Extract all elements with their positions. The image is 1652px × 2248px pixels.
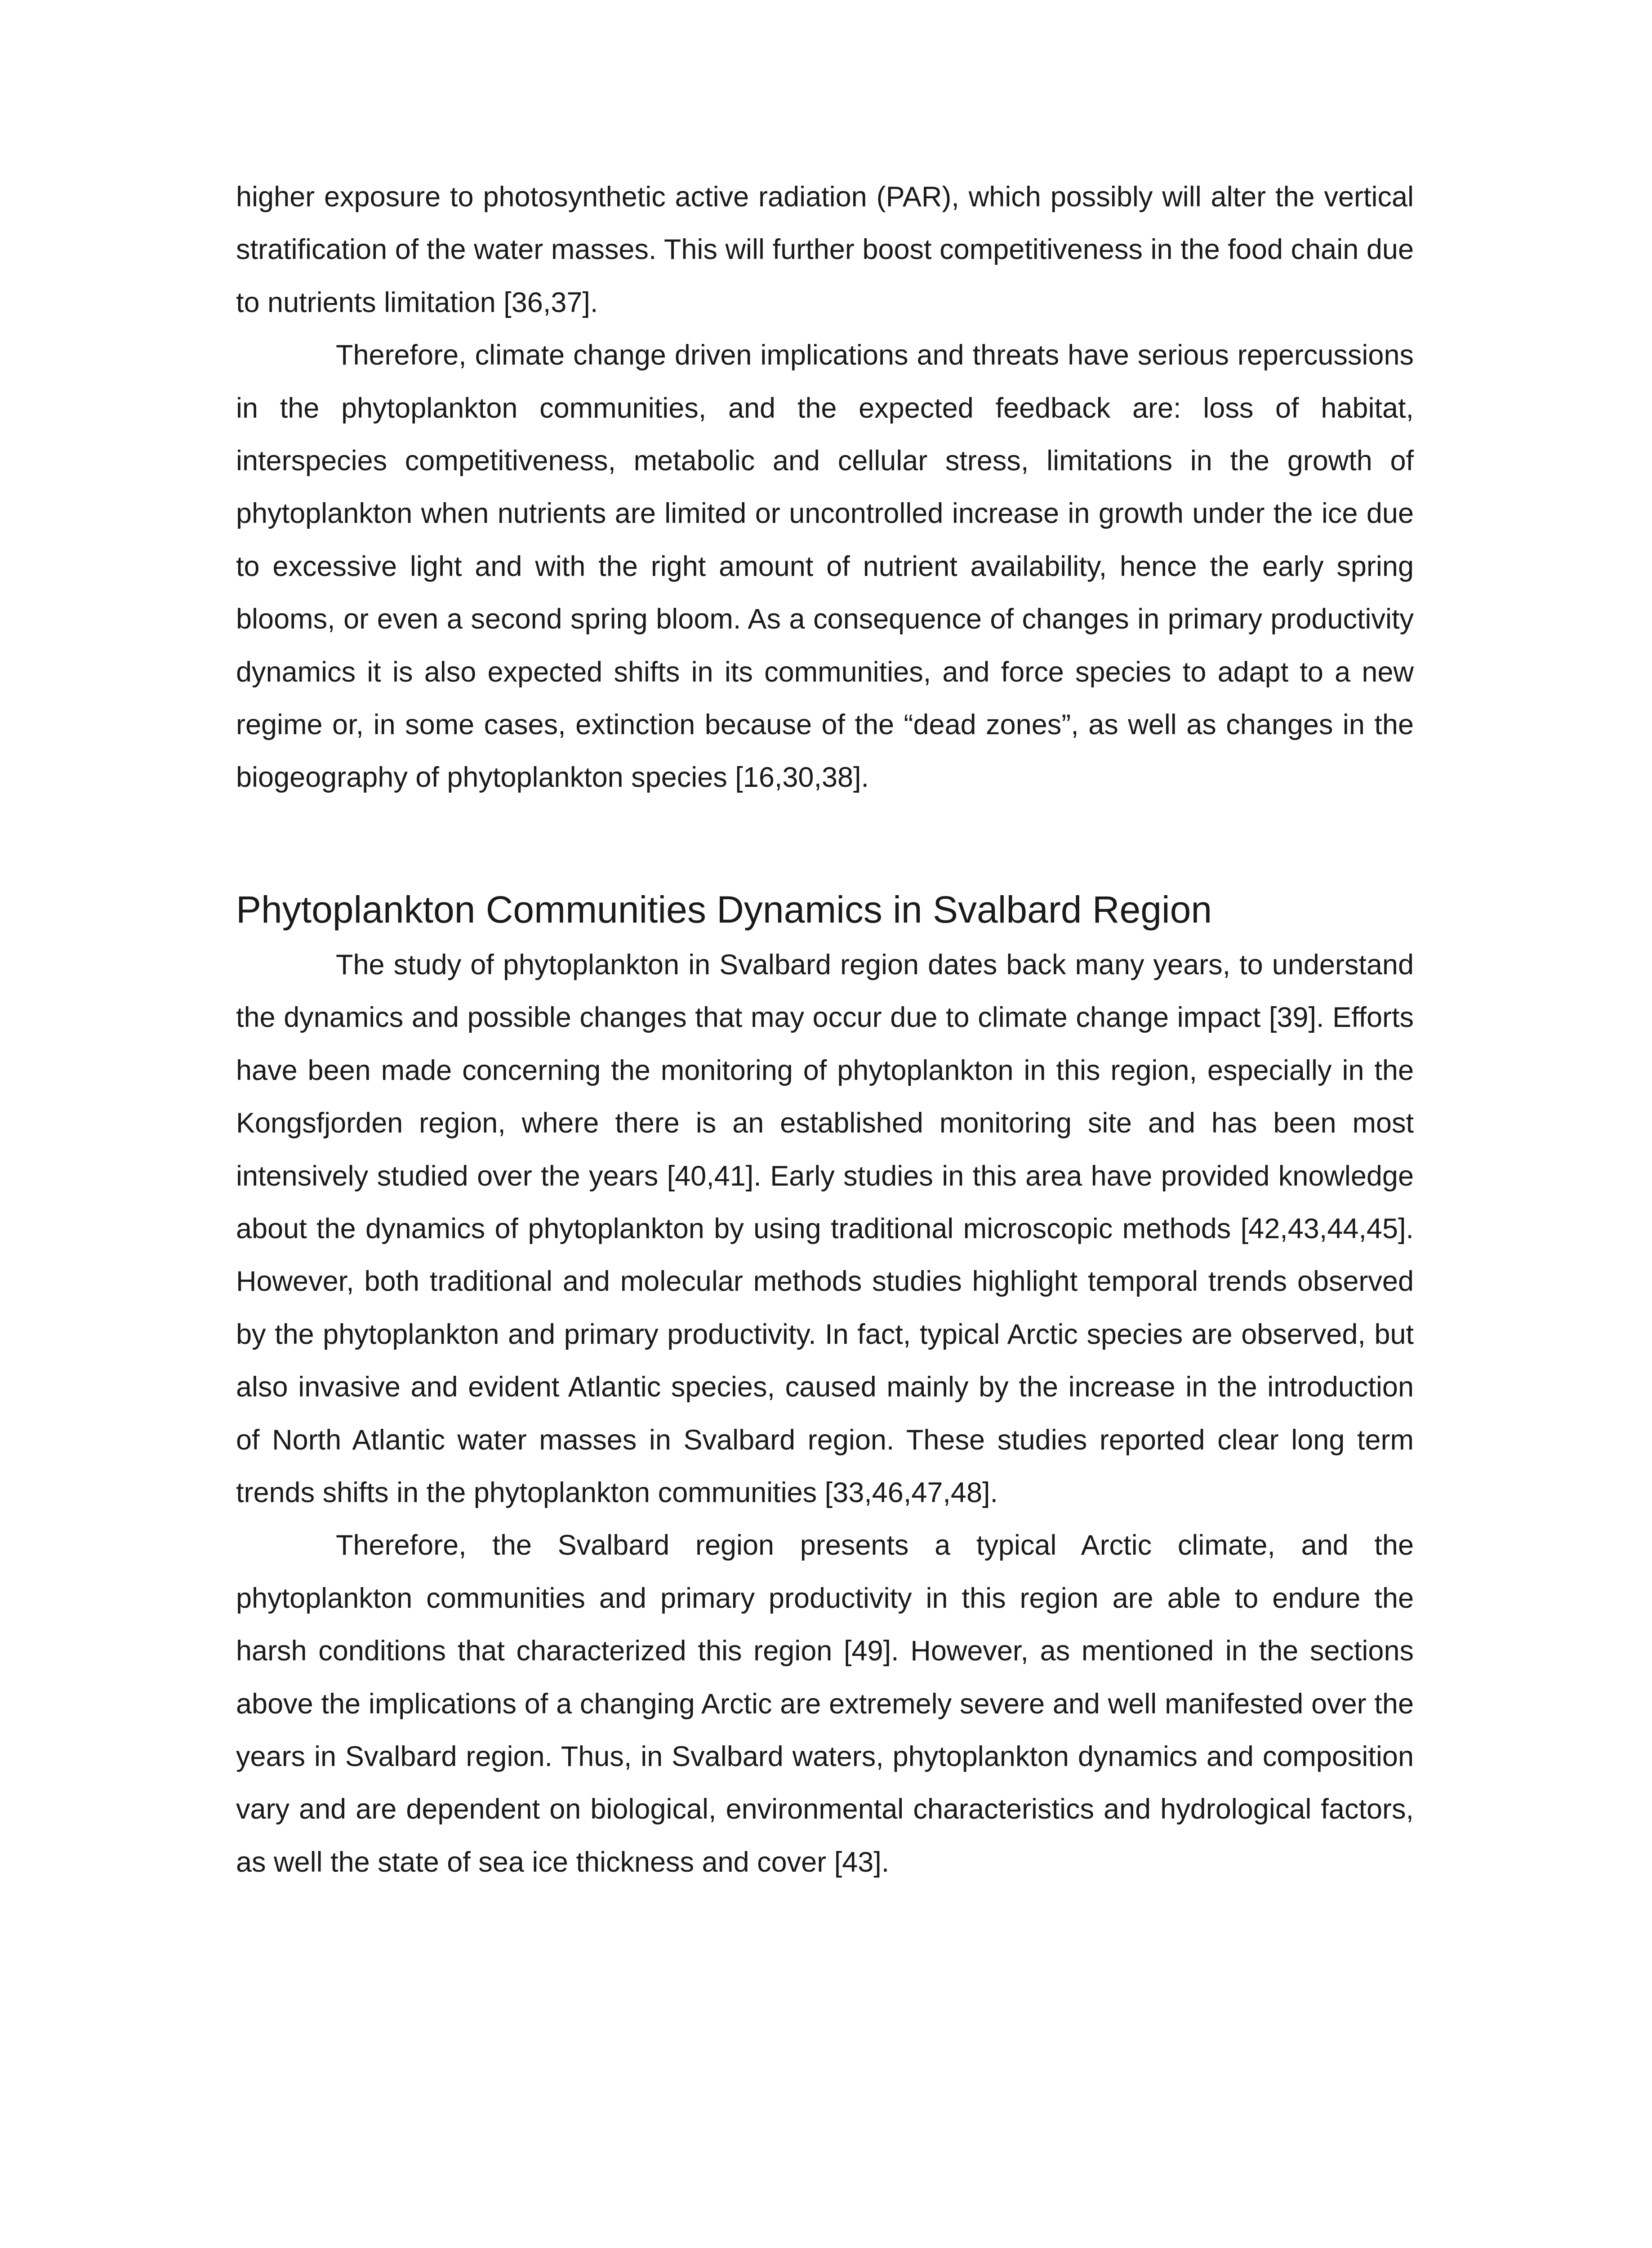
page-body — [236, 171, 1414, 1889]
paragraph-climate-implications: Therefore, climate change driven implications and threats have serious repercussions in the phytoplankton communities, and the expected feedback are: loss of habitat, interspecies competitiveness, metabolic and cellular stress, limitations in the growth of phytoplankton when nutrients are limited or uncontrolled increase in growth under the ice due to excessive light and with the right amount of nutrient availability, hence the early spring blooms, or even a second spring bloom. As a consequence of changes in primary productivity dynamics it is also expected shifts in its communities, and force species to adapt to a new regime or, in some cases, extinction because of the “dead zones”, as well as changes in the biogeography of phytoplankton species [16,30,38]. — [236, 339, 1414, 794]
section-heading: Phytoplankton Communities Dynamics in Svalbard Region — [236, 888, 1212, 931]
paragraph-svalbard-climate: Therefore, the Svalbard region presents a typical Arctic climate, and the phytoplankton communities and primary productivity in this region are able to endure the harsh conditions that characterized this region [49]. However, as mentioned in the sections above the implications of a changing Arctic are extremely severe and well manifested over the years in Svalbard region. Thus, in Svalbard waters, phytoplankton dynamics and composition vary and are dependent on biological, environmental characteristics and hydrological factors, as well the state of sea ice thickness and cover [43]. — [236, 1530, 1414, 1878]
paragraph-continuation: higher exposure to photosynthetic active radiation (PAR), which possibly will alter the vertical stratification of the water masses. This will further boost competitiveness in the food chain due to nutrients limitation [36,37]. — [236, 181, 1414, 318]
paragraph-svalbard-study: The study of phytoplankton in Svalbard region dates back many years, to understand the dynamics and possible changes that may occur due to climate change impact [39]. Efforts have been made concerning the monitoring of phytoplankton in this region, especially in the Kongsfjorden region, where there is an established monitoring site and has been most intensively studied over the years [40,41]. Early studies in this area have provided knowledge about the dynamics of phytoplankton by using traditional microscopic methods [42,43,44,45]. However, both traditional and molecular methods studies highlight temporal trends observed by the phytoplankton and primary productivity. In fact, typical Arctic species are observed, but also invasive and evident Atlantic species, caused mainly by the increase in the introduction of North Atlantic water masses in Svalbard region. These studies reported clear long term trends shifts in the phytoplankton communities [33,46,47,48]. — [236, 949, 1414, 1508]
